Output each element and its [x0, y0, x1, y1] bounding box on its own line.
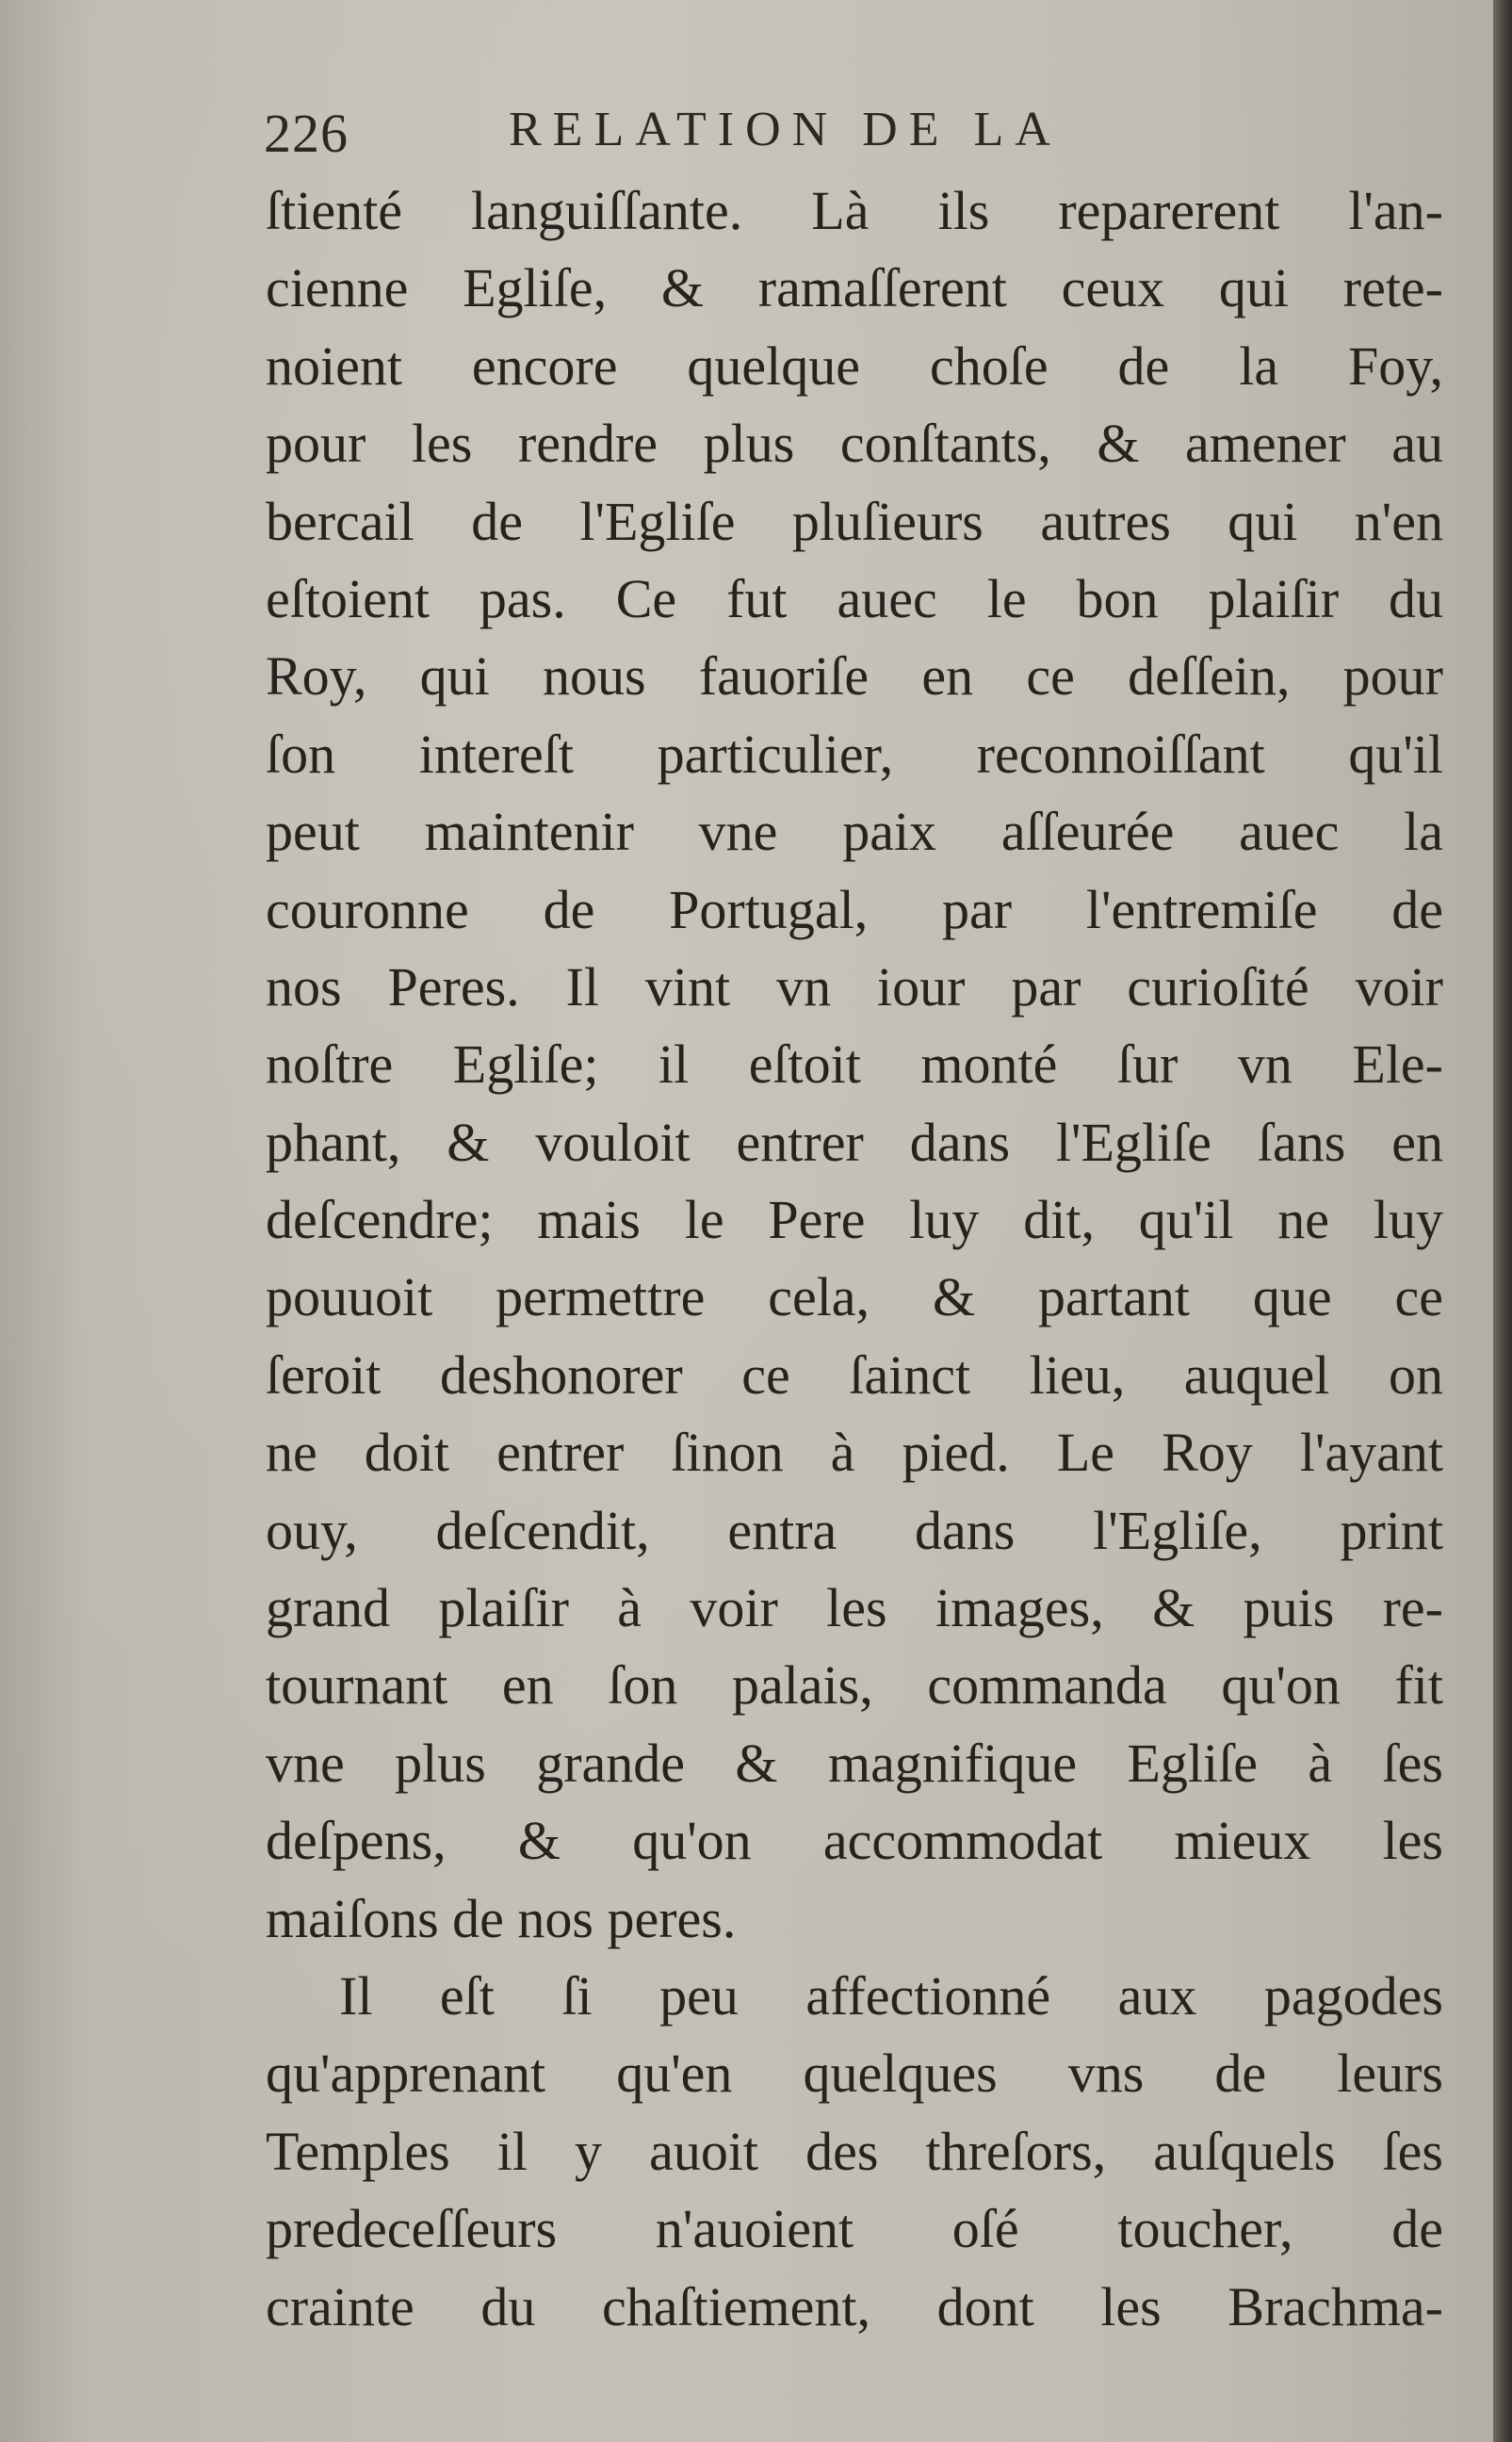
text-line: grand plaiſir à voir les images, & puis re- [266, 1577, 1443, 1639]
text-line: couronne de Portugal, par l'entremiſe de [266, 878, 1443, 940]
page-edge-shadow [1493, 0, 1512, 2442]
text-line: ouy, deſcendit, entra dans l'Egliſe, print [266, 1499, 1443, 1561]
text-line: pour les rendre plus conſtants, & amener au [266, 413, 1443, 475]
text-line: bercail de l'Egliſe pluſieurs autres qui n'en [266, 490, 1443, 552]
text-line: qu'apprenant qu'en quelques vns de leurs [266, 2043, 1443, 2105]
text-line: ſeroit deshonorer ce ſainct lieu, auquel on [266, 1343, 1443, 1406]
text-line: crainte du chaſtiement, dont les Brachma- [266, 2275, 1443, 2337]
text-line: cienne Egliſe, & ramaſſerent ceux qui rete- [266, 257, 1443, 319]
text-line: pouuoit permettre cela, & partant que ce [266, 1266, 1443, 1328]
text-line: Temples il y auoit des threſors, auſquels ſes [266, 2120, 1443, 2182]
body-text [266, 172, 1443, 2346]
text-line: noient encore quelque choſe de la Foy, [266, 334, 1443, 397]
text-line: ſtienté languiſſante. Là ils reparerent l'an- [266, 180, 1443, 241]
paragraph-start-line: Il eſt ſi peu affectionné aux pagodes [339, 1964, 1443, 2027]
text-line: ne doit entrer ſinon à pied. Le Roy l'ayant [266, 1422, 1443, 1484]
page-number: 226 [264, 103, 349, 164]
paragraph-end-line: maiſons de nos peres. [266, 1887, 737, 1949]
text-line: nos Peres. Il vint vn iour par curioſité voir [266, 955, 1443, 1018]
text-line: peut maintenir vne paix aſſeurée auec la [266, 801, 1443, 863]
text-line: phant, & vouloit entrer dans l'Egliſe ſans en [266, 1111, 1443, 1173]
text-line: predeceſſeurs n'auoient oſé toucher, de [266, 2198, 1443, 2260]
text-line: vne plus grande & magnifique Egliſe à ſes [266, 1732, 1443, 1794]
text-line: deſcendre; mais le Pere luy dit, qu'il ne luy [266, 1189, 1443, 1251]
text-line: Roy, qui nous fauoriſe en ce deſſein, pour [266, 645, 1443, 708]
text-line: noſtre Egliſe; il eſtoit monté ſur vn Ele- [266, 1034, 1443, 1096]
running-head [264, 102, 1206, 177]
running-title: RELATION DE LA [509, 103, 1062, 156]
text-line: tournant en ſon palais, commanda qu'on fit [266, 1654, 1443, 1717]
text-line: ſon intereſt particulier, reconnoiſſant qu'il [266, 723, 1443, 785]
text-line: deſpens, & qu'on accommodat mieux les [266, 1810, 1443, 1872]
text-line: eſtoient pas. Ce fut auec le bon plaiſir du [266, 567, 1443, 629]
